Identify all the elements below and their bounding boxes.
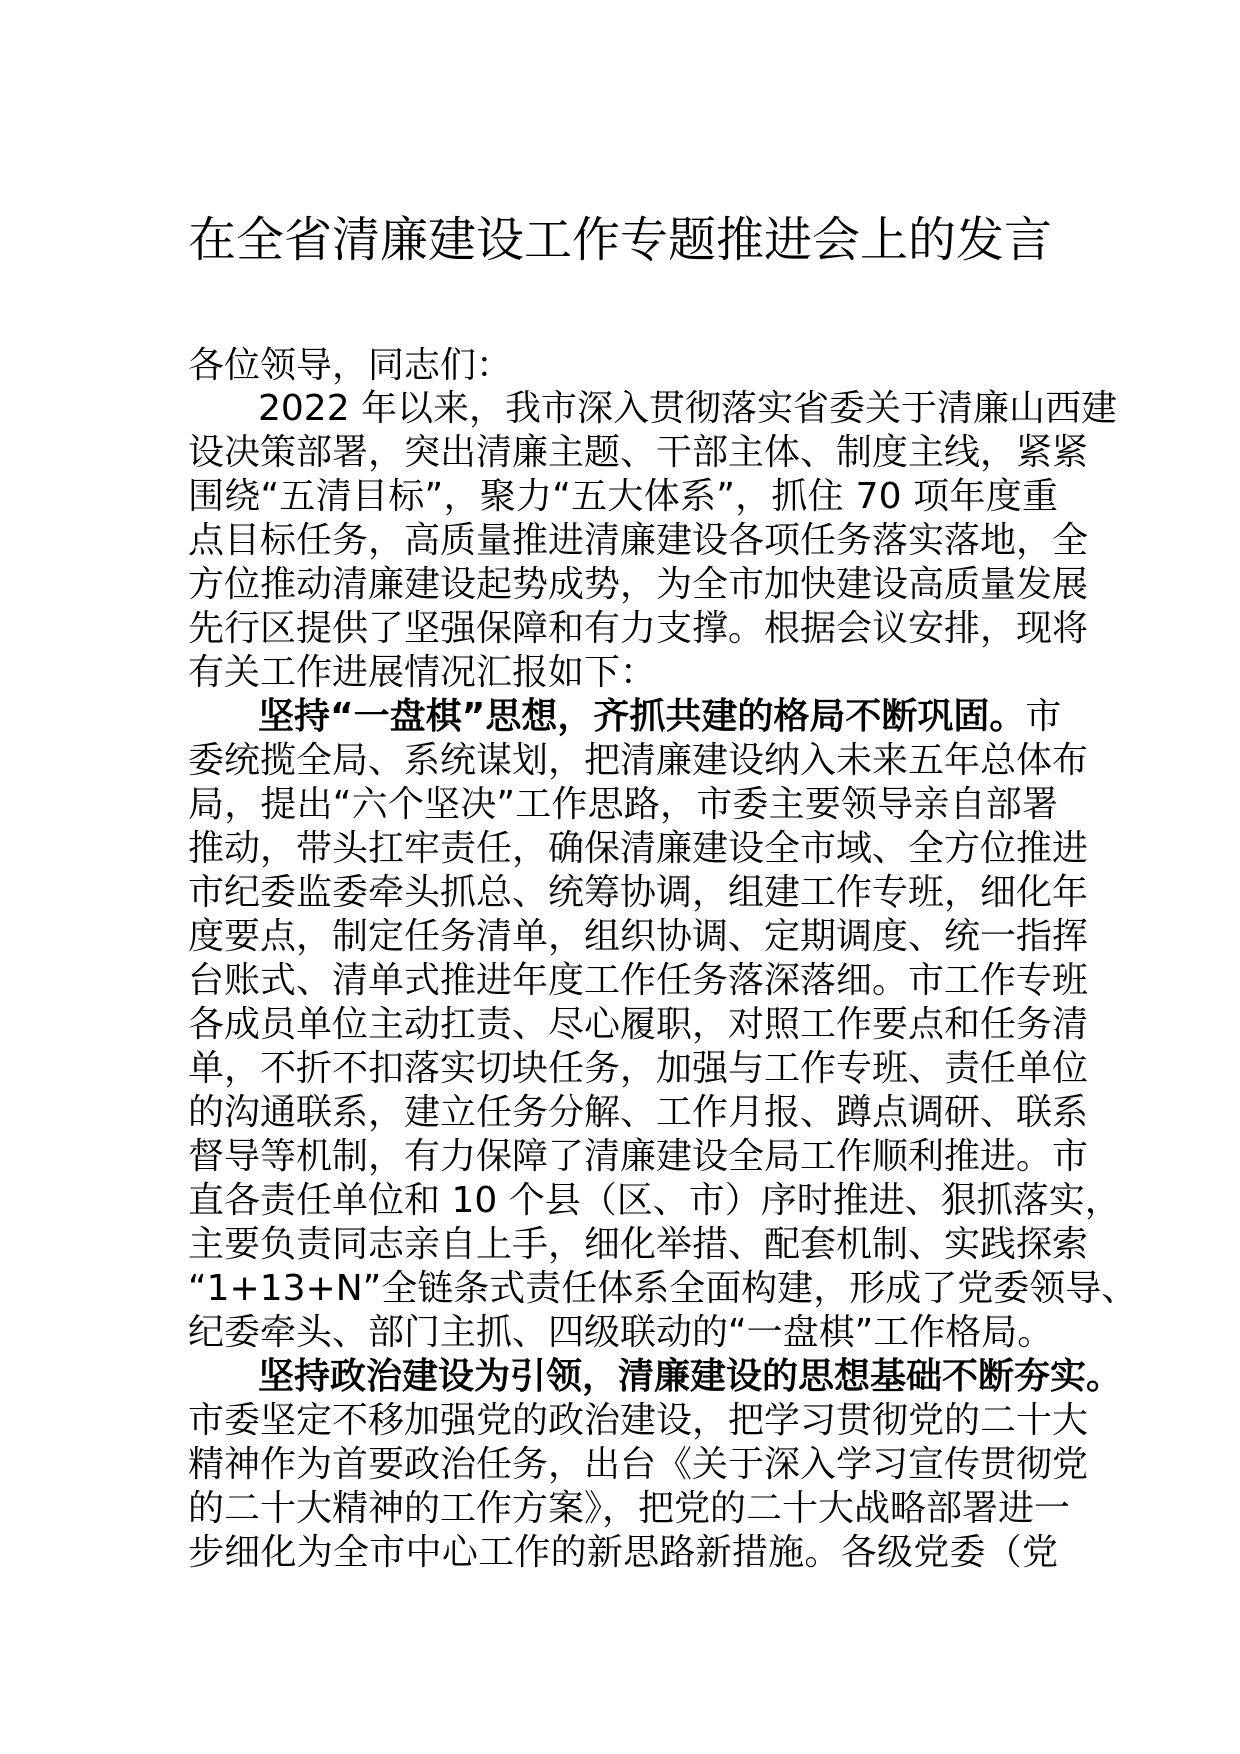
paragraph-text: 市 [1025,696,1062,737]
paragraph-line: 市委坚定不移加强党的政治建设，把学习贯彻党的二十大 [188,1400,1089,1441]
paragraph-line: 台账式、清单式推进年度工作任务落深落细。市工作专班 [188,960,1089,1001]
paragraph-line: 直各责任单位和 10 个县（区、市）序时推进、狠抓落实， [188,1180,1121,1221]
paragraph-line: 精神作为首要政治任务，出台《关于深入学习宣传贯彻党 [188,1444,1089,1485]
paragraph-line: 步细化为全市中心工作的新思路新措施。各级党委（党 [188,1532,1058,1573]
paragraph-line: 先行区提供了坚强保障和有力支撑。根据会议安排，现将 [188,608,1089,649]
paragraph-line: 主要负责同志亲自上手，细化举措、配套机制、实践探索 [188,1224,1089,1265]
salutation: 各位领导，同志们： [188,345,513,386]
paragraph-line: 的二十大精神的工作方案》，把党的二十大战略部署进一 [188,1488,1071,1529]
paragraph-line: 围绕“五清目标”，聚力“五大体系”，抓住 70 项年度重 [188,476,1058,517]
section-heading-line [258,695,1062,739]
paragraph-line: 推动，带头扛牢责任，确保清廉建设全市域、全方位推进 [188,828,1089,869]
paragraph-line: 度要点，制定任务清单，组织协调、定期调度、统一指挥 [188,916,1089,957]
paragraph-line: 督导等机制，有力保障了清廉建设全局工作顺利推进。市 [188,1136,1089,1177]
page-title: 在全省清廉建设工作专题推进会上的发言 [187,212,1052,268]
paragraph-line: 2022 年以来，我市深入贯彻落实省委关于清廉山西建 [258,388,1118,429]
paragraph-line: 设决策部署，突出清廉主题、干部主体、制度主线，紧紧 [188,432,1089,473]
section-heading: 坚持政治建设为引领，清廉建设的思想基础不断夯实。 [258,1356,1123,1397]
paragraph-line: 的沟通联系，建立任务分解、工作月报、蹲点调研、联系 [188,1092,1089,1133]
paragraph-line: 点目标任务，高质量推进清廉建设各项任务落实落地，全 [188,520,1089,561]
paragraph-line: “1+13+N”全链条式责任体系全面构建，形成了党委领导、 [188,1268,1138,1309]
section-heading: 坚持“一盘棋”思想，齐抓共建的格局不断巩固。 [258,696,1026,737]
paragraph-line: 市纪委监委牵头抓总、统筹协调，组建工作专班，细化年 [188,872,1089,913]
paragraph-line: 有关工作进展情况汇报如下： [188,652,657,693]
paragraph-line: 单，不折不扣落实切块任务，加强与工作专班、责任单位 [188,1048,1089,1089]
paragraph-line: 局，提出“六个坚决”工作思路，市委主要领导亲自部署 [188,784,1058,825]
paragraph-line: 纪委牵头、部门主抓、四级联动的“一盘棋”工作格局。 [188,1312,1054,1353]
paragraph-line: 委统揽全局、系统谋划，把清廉建设纳入未来五年总体布 [188,740,1089,781]
paragraph-line: 方位推动清廉建设起势成势，为全市加快建设高质量发展 [188,564,1089,605]
paragraph-line: 各成员单位主动扛责、尽心履职，对照工作要点和任务清 [188,1004,1089,1045]
